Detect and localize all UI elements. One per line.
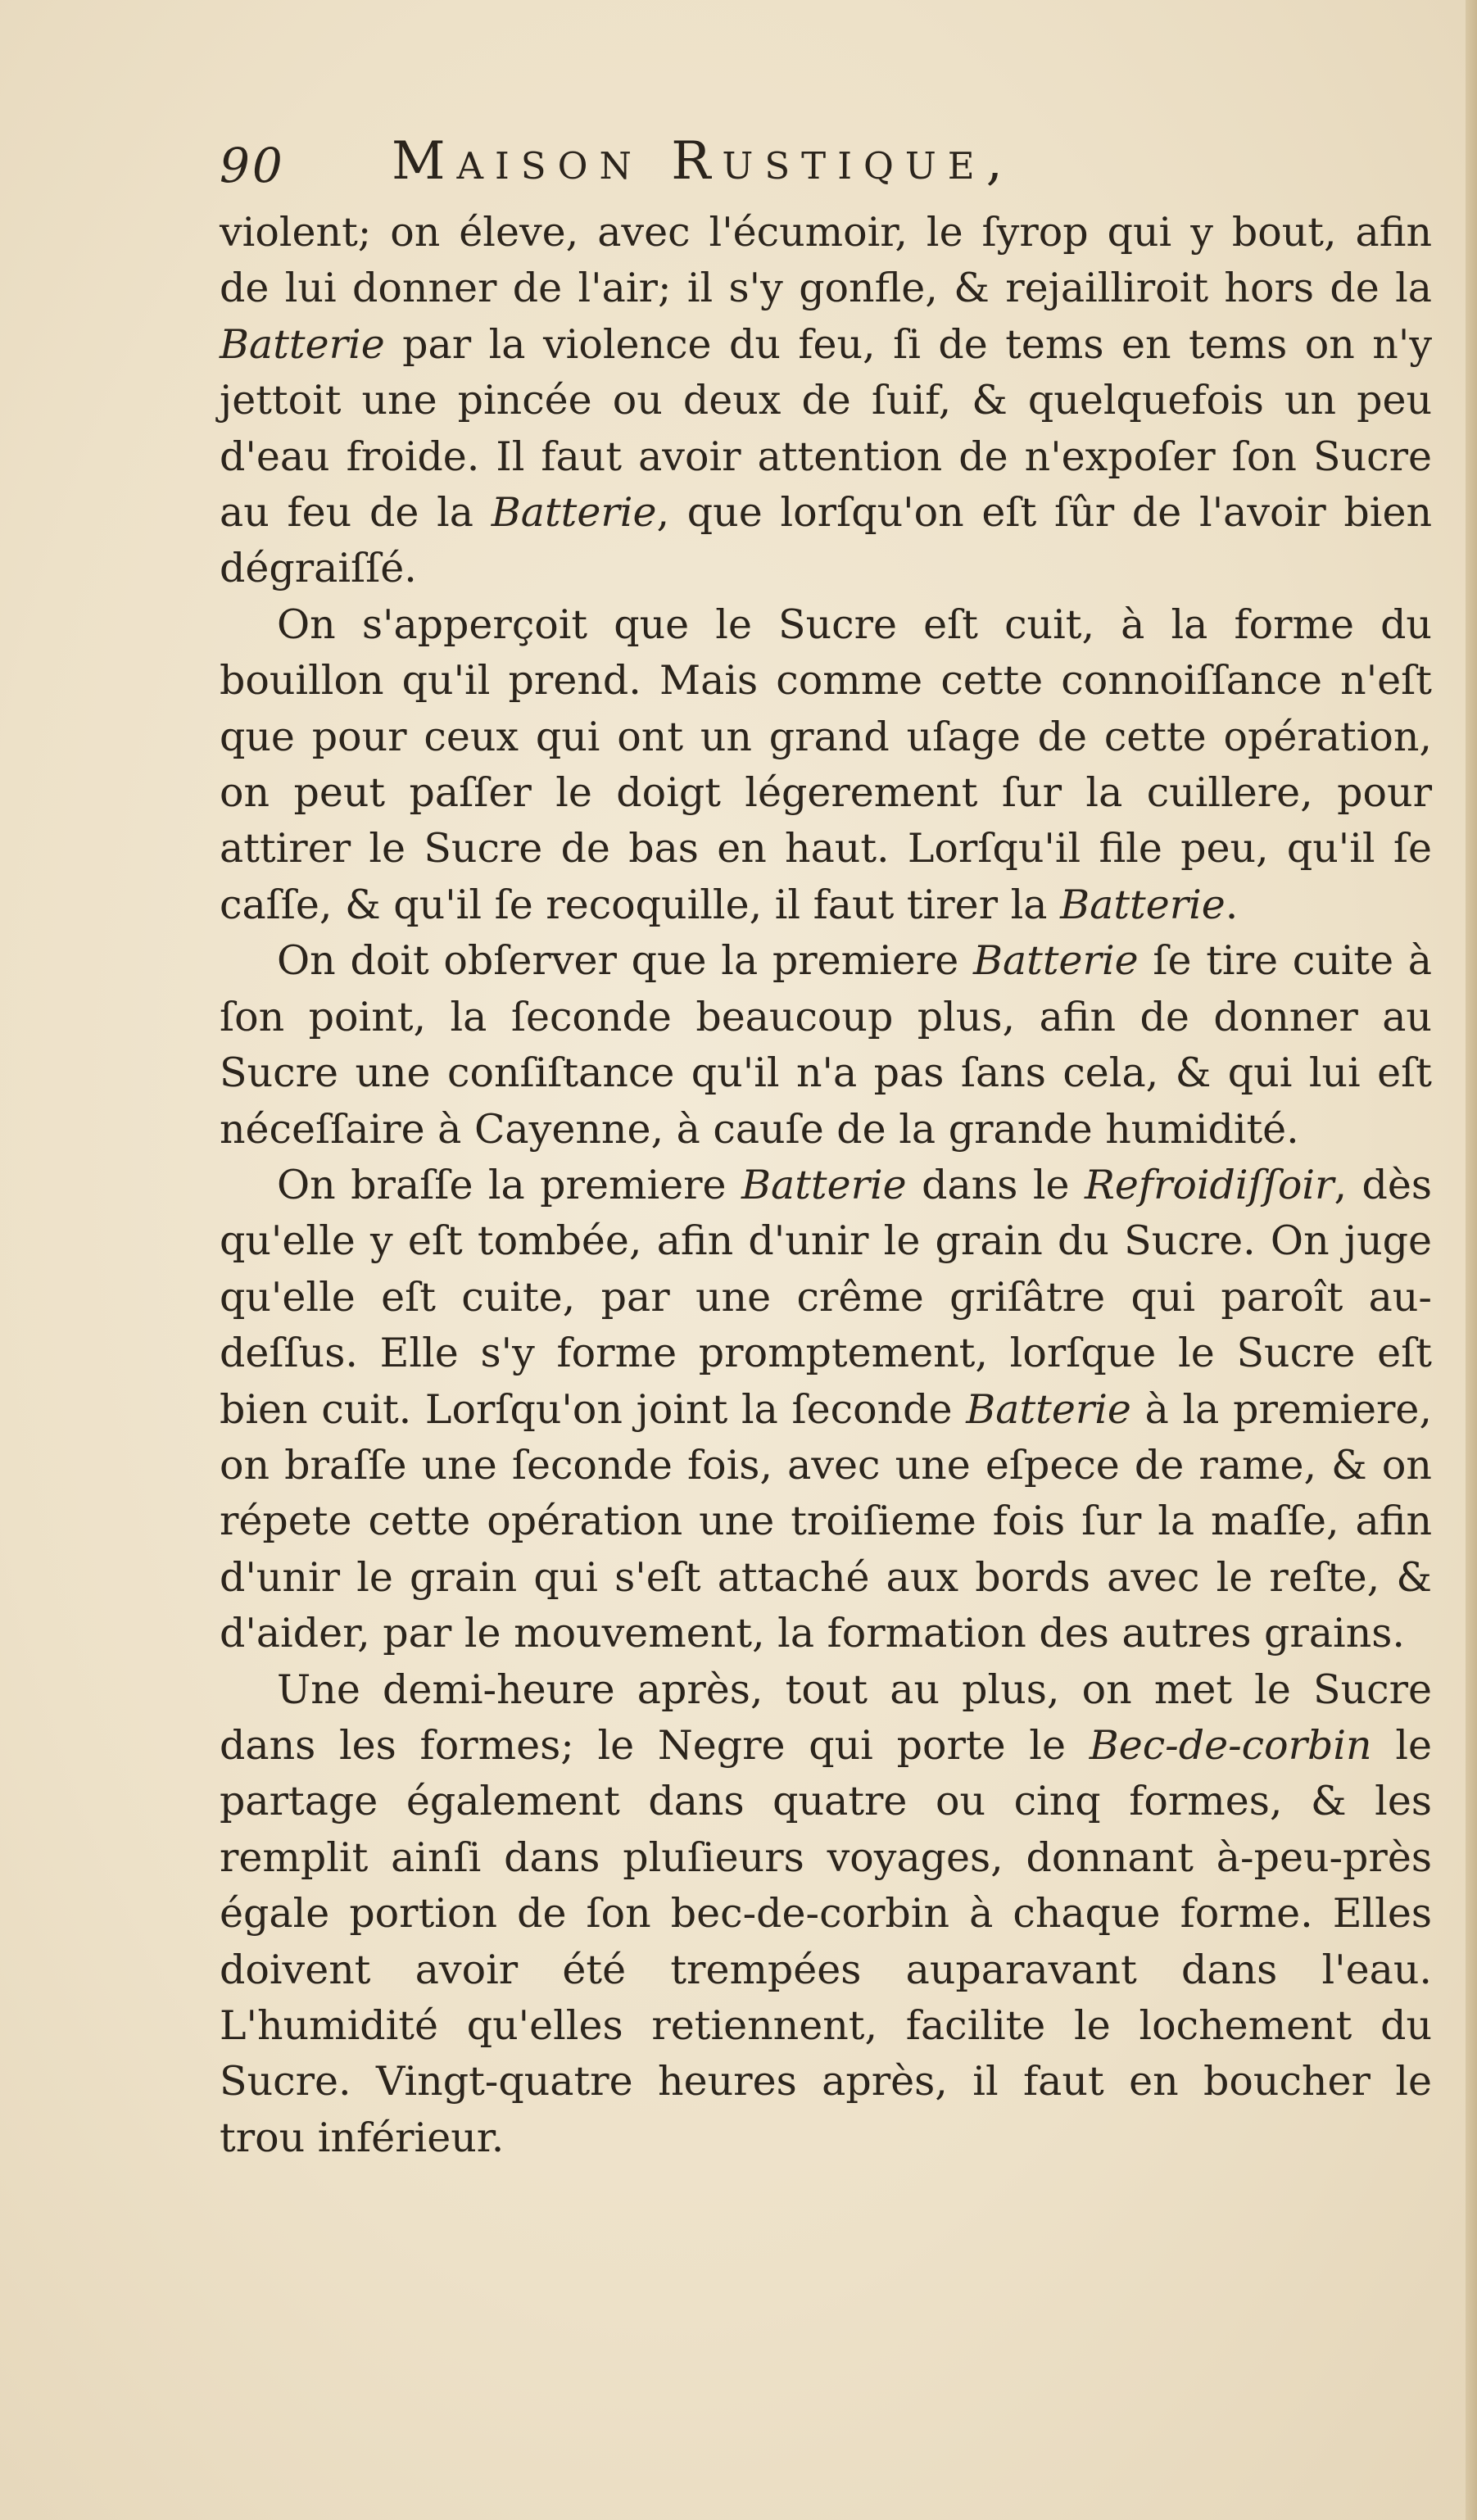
- italic-term: Batterie: [220, 320, 385, 368]
- text-run: , dès qu'elle y eſt tombée, afin d'unir le grain du Sucre. On juge qu'elle eſt cuite, par une crême griſâtre qui paroît au-deſſus. Elle s'y forme promptement, lorſque le Sucre eſt bien cuit. Lorſqu'on joint la ſeconde: [220, 1161, 1432, 1433]
- italic-term: Bec-de-corbin: [1089, 1721, 1372, 1769]
- text-run: , que lorſqu'on eſt ſûr de l'avoir bien dégraiſſé.: [220, 489, 1433, 592]
- book-page: [220, 123, 1432, 2166]
- text-run: On braſſe la premiere: [277, 1161, 741, 1208]
- italic-term: Batterie: [972, 937, 1139, 985]
- paragraph-4: [220, 1158, 1432, 1662]
- page-number: 90: [220, 138, 285, 193]
- text-run: dans le: [906, 1161, 1085, 1208]
- text-run: le partage également dans quatre ou cinq formes, & les remplit ainſi dans pluſieurs voyages, donnant à-peu-près égale portion de ſon bec-de-corbin à chaque forme. Elles doivent avoir été trempées auparavant dans l'eau. L'humidité qu'elles retiennent, facilite le lochement du Sucre. Vingt-quatre heures après, il faut en boucher le trou inférieur.: [220, 1721, 1432, 2161]
- paragraph-3: [220, 933, 1432, 1158]
- text-run: à la premiere, on braſſe une ſeconde fois, avec une eſpece de rame, & on répete cette opération une troiſieme fois ſur la maſſe, afin d'unir le grain qui s'eſt attaché aux bords avec le reſte, & d'aider, par le mouvement, la formation des autres grains.: [220, 1385, 1432, 1657]
- text-run: ſe tire cuite à ſon point, la ſeconde beaucoup plus, afin de donner au Sucre une conſiſtance qu'il n'a pas ſans cela, & qui lui eſt néceſſaire à Cayenne, à cauſe de la grande humidité.: [220, 937, 1432, 1153]
- paragraph-2: [220, 597, 1432, 933]
- paragraph-5: [220, 1662, 1432, 2167]
- italic-term: Batterie: [491, 489, 657, 537]
- italic-term: Batterie: [741, 1161, 907, 1208]
- running-head: [220, 123, 1432, 205]
- text-run: On s'apperçoit que le Sucre eſt cuit, à la forme du bouillon qu'il prend. Mais comme cette connoiſſance n'eſt que pour ceux qui ont un grand uſage de cette opération, on peut paſſer le doigt légerement ſur la cuillere, pour attirer le Sucre de bas en haut. Lorſqu'il file peu, qu'il ſe caſſe, & qu'il ſe recoquille, il faut tirer la: [220, 601, 1432, 928]
- italic-term: Batterie: [1060, 881, 1226, 928]
- italic-term: Batterie: [966, 1385, 1131, 1433]
- body-text: [220, 205, 1432, 2166]
- text-run: violent; on éleve, avec l'écumoir, le ſyrop qui y bout, afin de lui donner de l'air; il s'y gonfle, & rejailliroit hors de la: [220, 209, 1432, 312]
- text-run: par la violence du feu, ſi de tems en tems on n'y jettoit une pincée ou deux de ſuif, & quelquefois un peu d'eau froide. Il faut avoir attention de n'expoſer ſon Sucre au feu de la: [220, 320, 1432, 537]
- text-run: On doit obſerver que la premiere: [277, 937, 973, 985]
- running-title: Maison Rustique,: [392, 131, 1014, 192]
- text-run: Une demi-heure après, tout au plus, on met le Sucre dans les formes; le Negre qui porte le: [220, 1666, 1432, 1769]
- italic-term: Refroidiſſoir: [1084, 1161, 1334, 1208]
- page-edge: [1466, 0, 1477, 2520]
- text-run: .: [1225, 881, 1239, 928]
- paragraph-1: [220, 205, 1432, 597]
